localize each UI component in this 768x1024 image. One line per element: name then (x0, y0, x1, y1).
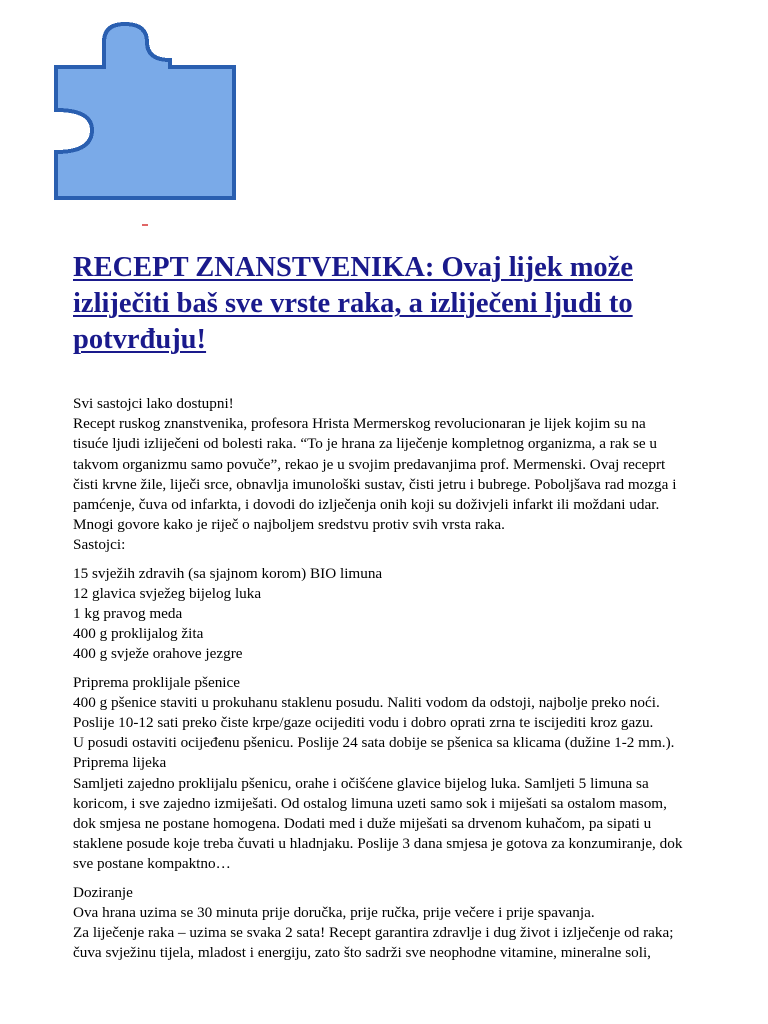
text-line: Recept ruskog znanstvenika, profesora Hrista Mermerskog revolucionaran je lijek kojim su na (73, 415, 646, 433)
text-line: Mnogi govore kako je riječ o najboljem sredstvu protiv svih vrsta raka. (73, 516, 505, 534)
text-line: pamćenje, čuva od infarkta, i dovodi do izlječenja onih koji su doživjeli infarkt ili moždani udar. (73, 496, 660, 514)
text-line: čisti krvne žile, liječi srce, obnavlja imunološki sustav, čisti jetru i bubrege. Poboljšava rad mozga i (73, 475, 677, 493)
decorative-mark (142, 224, 148, 226)
text-line: staklene posude koje treba čuvati u hladnjaku. Poslije 3 dana smjesa je gotova za konzumiranje, dok (73, 835, 683, 853)
list-item: 12 glavica svježeg bijelog luka (73, 584, 262, 602)
ingredients-list (73, 564, 703, 665)
section-heading: Priprema lijeka (73, 754, 167, 772)
text-line: 400 g pšenice staviti u prokuhanu staklenu posudu. Naliti vodom da odstoji, najbolje preko noći. (73, 693, 660, 711)
text-line: Poslije 10-12 sati preko čiste krpe/gaze ocijediti vodu i dobro oprati zrna te iscijediti kroz gazu. (73, 714, 654, 732)
puzzle-piece-icon (52, 20, 242, 210)
text-line: Samljeti zajedno proklijalu pšenicu, orahe i očišćene glavice bijelog luka. Samljeti 5 limuna sa (73, 774, 649, 792)
text-line: U posudi ostaviti ocijeđenu pšenicu. Poslije 24 sata dobije se pšenica sa klicama (dužine 1-2 mm.). (73, 734, 675, 752)
section-heading: Doziranje (73, 883, 133, 901)
text-line: Svi sastojci lako dostupni! (73, 395, 234, 412)
list-item: 15 svježih zdravih (sa sjajnom korom) BIO limuna (73, 564, 383, 582)
text-line: dok smjesa ne postane homogena. Dodati med i duže miješati sa drvenom kuhačom, pa sipati u (73, 815, 652, 833)
text-line: Sastojci: (73, 536, 126, 554)
list-item: 400 g proklijalog žita (73, 625, 204, 643)
list-item: 400 g svježe orahove jezgre (73, 645, 243, 663)
text-line: sve postane kompaktno… (73, 855, 231, 873)
article-title[interactable]: RECEPT ZNANSTVENIKA: Ovaj lijek može izliječiti baš sve vrste raka, a izliječeni ljudi to potvrđuju! (73, 252, 633, 355)
article (73, 250, 703, 963)
text-line: čuva svježinu tijela, mladost i energiju, zato što sadrži sve neophodne vitamine, mineralne soli, (73, 944, 651, 962)
text-line: Za liječenje raka – uzima se svaka 2 sata! Recept garantira zdravlje i dug život i izlječenje od raka; (73, 924, 674, 942)
text-line: takvom organizmu samo povuče”, rekao je u svojim predavanjima prof. Mermenski. Ovaj receprt (73, 455, 666, 473)
preparation-section (73, 673, 703, 875)
text-line: tisuće ljudi izliječeni od bolesti raka. “To je hrana za liječenje kompletnog organizma, a rak se u (73, 435, 657, 453)
section-heading: Priprema proklijale pšenice (73, 673, 241, 691)
article-intro (73, 394, 703, 556)
article-title-link[interactable] (73, 250, 703, 358)
list-item: 1 kg pravog meda (73, 605, 183, 623)
text-line: Ova hrana uzima se 30 minuta prije doručka, prije ručka, prije večere i prije spavanja. (73, 903, 595, 921)
text-line: koricom, i sve zajedno izmiješati. Od ostalog limuna uzeti samo sok i miješati sa ostalom masom, (73, 794, 667, 812)
dosage-section (73, 883, 703, 964)
